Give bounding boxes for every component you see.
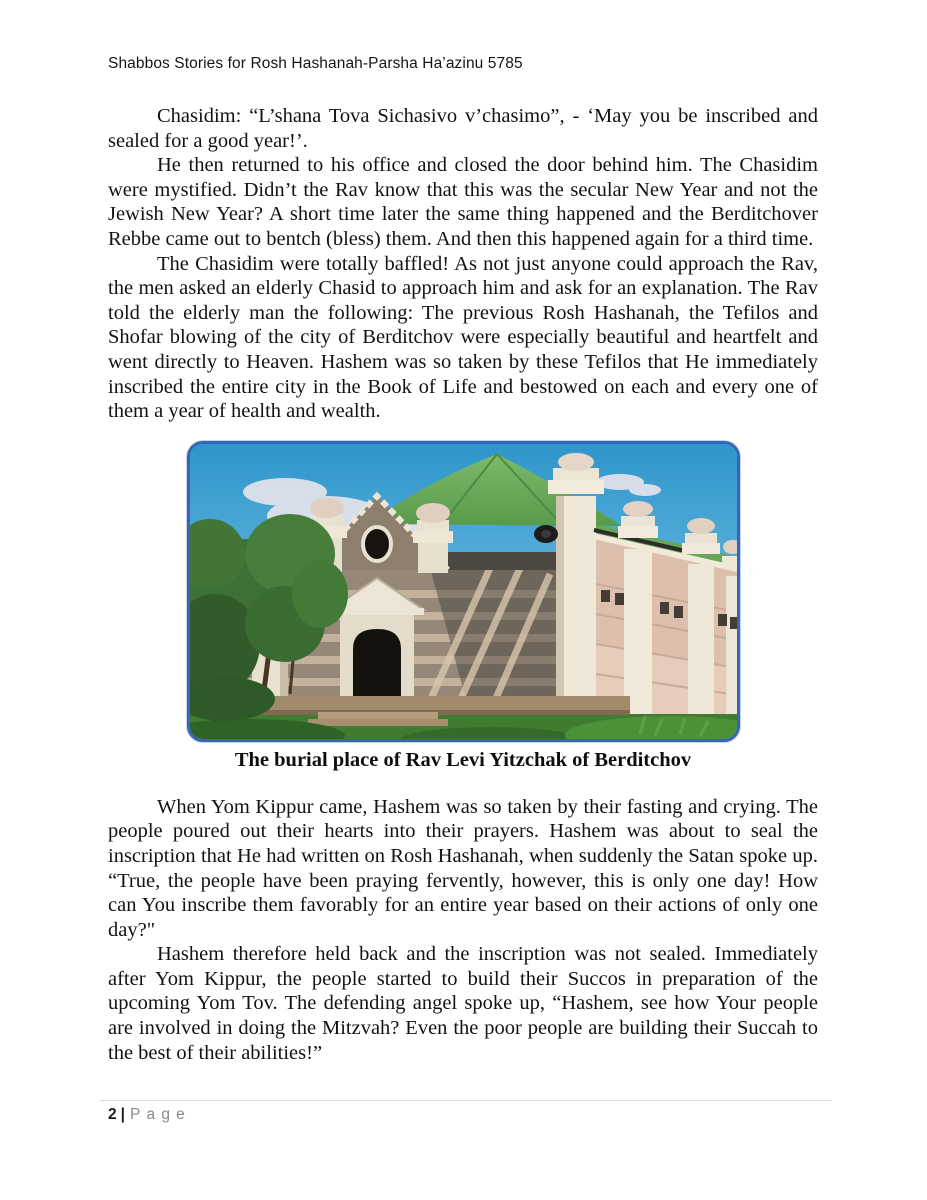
footer-page-label: Page bbox=[129, 1106, 191, 1123]
footer-separator: | bbox=[120, 1106, 125, 1123]
tomb-illustration bbox=[190, 444, 737, 739]
page-header-title: Shabbos Stories for Rosh Hashanah-Parsha Ha’azinu 5785 bbox=[108, 55, 523, 72]
body-paragraph: Chasidim: “L’shana Tova Sichasivo v’chasimo”, - ‘May you be inscribed and sealed for a good year!’. bbox=[108, 105, 818, 152]
page-footer bbox=[108, 1106, 191, 1124]
photo-caption: The burial place of Rav Levi Yitzchak of Berditchov bbox=[234, 748, 692, 771]
body-paragraph: When Yom Kippur came, Hashem was so taken by their fasting and crying. The people poured out their hearts into their prayers. Hashem was about to seal the inscription that He had written on Rosh Hashanah, when suddenly the Satan spoke up. “True, the people have been praying fervently, however, this is only one day! How can You inscribe them favorably for an entire year based on their actions of only one day?" bbox=[108, 795, 818, 941]
document-body bbox=[108, 104, 818, 1065]
page-number: 2 bbox=[108, 1106, 117, 1123]
berditchov-tomb-photo bbox=[187, 441, 740, 742]
footer-divider bbox=[100, 1100, 832, 1101]
body-paragraph: Hashem therefore held back and the inscription was not sealed. Immediately after Yom Kippur, the people started to build their Succos in preparation of the upcoming Yom Tov. The defending angel spoke up, “Hashem, see how Your people are involved in doing the Mitzvah? Even the poor people are building their Succah to the best of their abilities!” bbox=[108, 943, 818, 1064]
body-paragraph: He then returned to his office and closed the door behind him. The Chasidim were mystified. Didn’t the Rav know that this was the secular New Year and not the Jewish New Year? A short time later the same thing happened and the Berditchover Rebbe came out to bentch (bless) them. And then this happened again for a third time. bbox=[108, 154, 818, 250]
body-paragraph: The Chasidim were totally baffled! As not just anyone could approach the Rav, the men asked an elderly Chasid to approach him and ask for an explanation. The Rav told the elderly man the following: The previous Rosh Hashanah, the Tefilos and Shofar blowing of the city of Berditchov were especially beautiful and heartfelt and went directly to Heaven. Hashem was so taken by these Tefilos that He immediately inscribed the entire city in the Book of Life and bestowed on each and every one of them a year of health and wealth. bbox=[108, 252, 818, 423]
